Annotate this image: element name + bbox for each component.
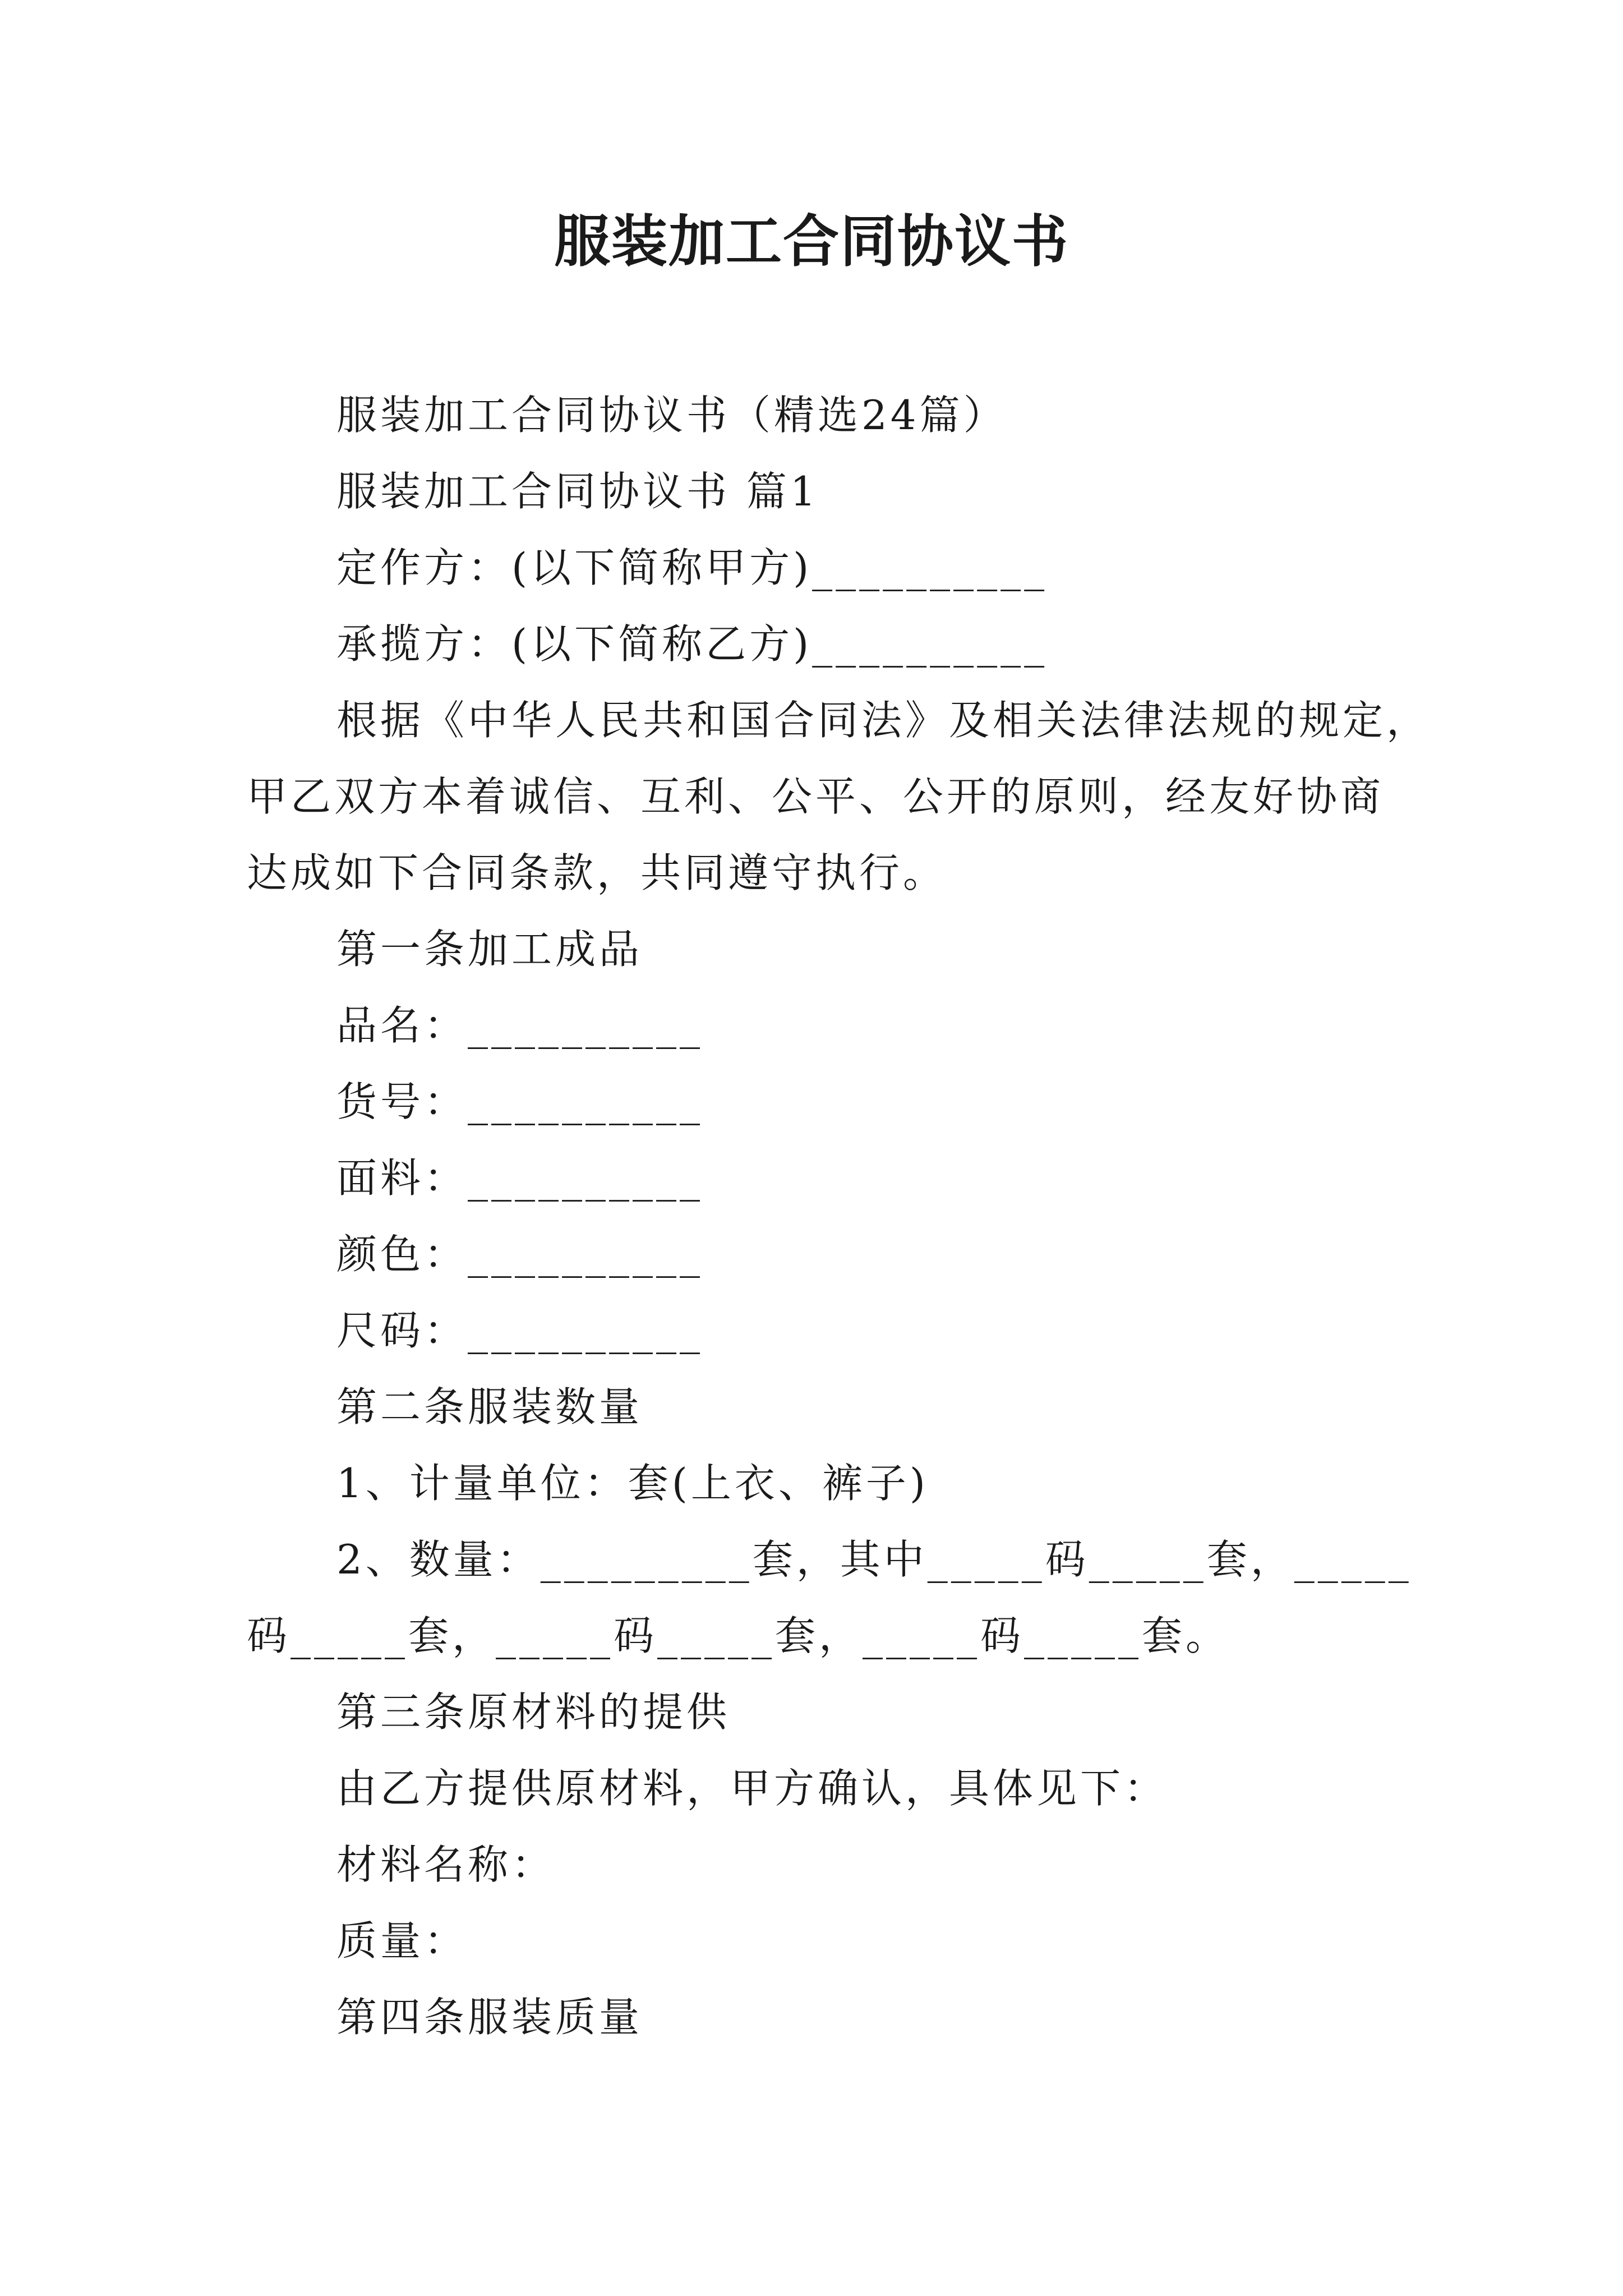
paragraph-line: 2、数量：_________套，其中_____码_____套，_____ xyxy=(336,1536,1412,1583)
article-heading: 第四条服装质量 xyxy=(336,1994,643,2041)
article-heading: 第三条原材料的提供 xyxy=(336,1688,731,1736)
party-a-line: 定作方：(以下简称甲方)__________ xyxy=(336,544,1048,591)
paragraph-line: 1、计量单位：套(上衣、裤子) xyxy=(336,1460,929,1507)
paragraph-line: 码_____套，_____码_____套，_____码_____套。 xyxy=(247,1612,1230,1659)
party-b-line: 承揽方：(以下简称乙方)__________ xyxy=(336,620,1048,668)
field-line: 面料：__________ xyxy=(336,1154,704,1202)
section-heading: 服装加工合同协议书 篇1 xyxy=(336,468,819,515)
field-line: 质量： xyxy=(336,1917,468,1964)
field-line: 材料名称： xyxy=(336,1841,556,1888)
field-line: 货号：__________ xyxy=(336,1078,704,1125)
document-title: 服装加工合同协议书 xyxy=(554,208,1069,274)
paragraph-line: 由乙方提供原材料，甲方确认，具体见下： xyxy=(336,1765,1168,1812)
field-line: 品名：__________ xyxy=(336,1002,704,1049)
article-heading: 第一条加工成品 xyxy=(336,926,643,973)
article-heading: 第二条服装数量 xyxy=(336,1383,643,1430)
subtitle-line: 服装加工合同协议书（精选24篇） xyxy=(336,392,1007,439)
paragraph-line: 根据《中华人民共和国合同法》及相关法律法规的规定， xyxy=(336,697,1431,744)
field-line: 颜色：__________ xyxy=(336,1231,704,1278)
paragraph-line: 达成如下合同条款，共同遵守执行。 xyxy=(247,849,947,896)
field-line: 尺码：__________ xyxy=(336,1307,704,1354)
paragraph-line: 甲乙双方本着诚信、互利、公平、公开的原则，经友好协商 xyxy=(247,773,1385,820)
